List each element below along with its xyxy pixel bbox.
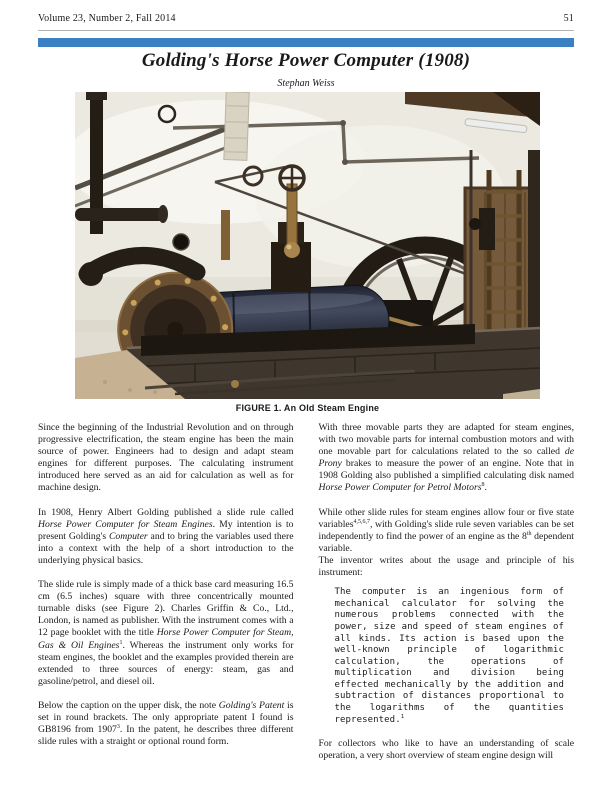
inventor-quotation: The computer is an ingenious form of mechanical calculator for solving the numerous problems connected with the power, size and speed of steam engines of all kinds. Its action is based upon the well-known principle of logarithmic calculation, the operations of multiplication and division being effected mechanically by the addition and subtraction of distances proportional to the logarithms of the quantities represented.$^1$ [334,587,564,725]
steam-engine-photo [75,92,540,399]
paragraph-golding-1908: In 1908, Henry Albert Golding published a slide rule called Horse Power Computer for Steam Engines. My intention is to present Golding's Computer and to bring the variables used there into a context with the help of a short introduction to the underlying physical basics. [38,506,294,566]
figure-caption: FIGURE 1. An Old Steam Engine [235,403,380,413]
paragraph-patent: Below the caption on the upper disk, the note Golding's Patent is set in round brackets. The only appropriate patent I found is GB8196 from 1907$^3$. In the patent, he describes three different slide rules with a straight or optional round form. [38,699,294,748]
paragraph-movable-parts: With three movable parts they are adapted for steam engines, with two movable parts for internal combustion motors and with one movable part for calculations related to the so called de Prony brakes to measure the power of an engine. Note that in 1908 Golding also published a simplified calculating disk named Horse Power Computer for Petrol Motors$^8$. [318,422,574,494]
article-title: Golding's Horse Power Computer (1908) [141,50,471,71]
paragraph-intro: Since the beginning of the Industrial Revolution and on through progressive electrification, the steam engine has been the main source of power. Engineers had to design and adapt steam engines for different purposes. The calculating instrument introduced here served as an aid for calculation as well as for machine design. [38,422,294,494]
figure-1 [75,92,540,413]
header-rule [38,30,574,31]
page-number: 51 [563,13,574,24]
left-column [38,422,294,762]
page-header [38,13,574,24]
author-name: Stephan Weiss [277,78,335,89]
article-body [38,422,574,762]
paragraph-variables: While other slide rules for steam engines allow four or five state variables$^{4,5,6,7}$, with Golding's slide rule seven variables can be set independently to find the power of an engine as the 8th dependent variable. [318,506,574,554]
paragraph-collectors: For collectors who like to have an understanding of scale operation, a very short overview of steam engine design will [318,738,574,762]
paragraph-slide-rule-description: The slide rule is simply made of a thick base card measuring 16.5 cm (6.5 inches) square with three concentrically mounted turnable disks (see Figure 2). Charles Griffin & Co., Ltd., London, is named as publisher. With the instrument comes with a 12 page booklet with the title Horse Power Computer for Steam, Gas & Oil Engines$^1$. Whereas the instrument only works for steam engines, the booklet and the examples provided therein are extended to three sources of energy: steam, gas and gasoline/petrol, and diesel oil. [38,579,294,687]
accent-bar [38,38,574,47]
journal-issue: Volume 23, Number 2, Fall 2014 [38,13,176,24]
right-column [319,422,575,762]
paragraph-inventor-lead-in: The inventor writes about the usage and principle of his instrument: [318,554,574,579]
